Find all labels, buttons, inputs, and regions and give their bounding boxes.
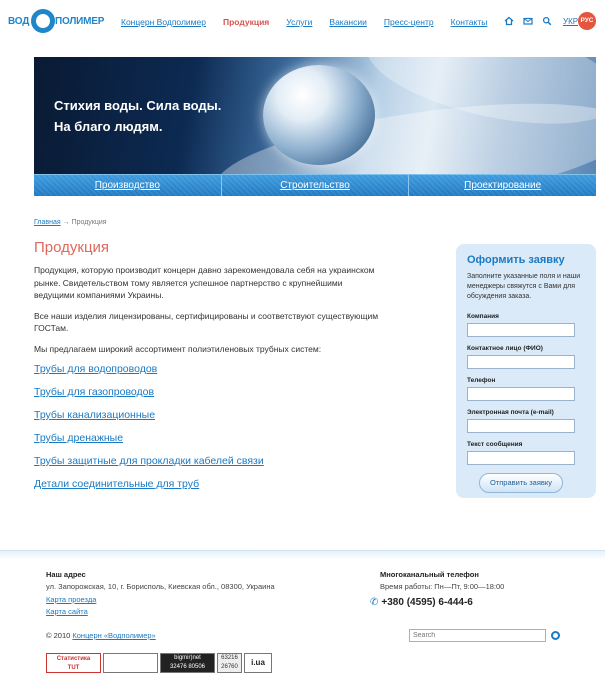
lang-ukr-link[interactable]: УКР: [563, 17, 579, 26]
home-icon[interactable]: [504, 16, 514, 26]
phone-title: Многоканальный телефон: [380, 570, 479, 579]
message-label: Текст сообщения: [467, 441, 523, 448]
nav-item-contacts[interactable]: Контакты: [450, 17, 488, 27]
mail-icon[interactable]: [523, 16, 533, 26]
counter-bigmir[interactable]: [160, 653, 215, 673]
logo-text-right: ПОЛИМЕР: [55, 16, 105, 27]
sitemap-link[interactable]: Карта сайта: [46, 607, 88, 616]
email-input[interactable]: [467, 419, 575, 433]
product-link-sewer[interactable]: Трубы канализационные: [34, 409, 156, 421]
search-icon[interactable]: [542, 16, 552, 26]
order-form-title: Оформить заявку: [467, 254, 565, 266]
intro-paragraph: Мы предлагаем широкий ассортимент полиэтиленовых трубных систем:: [34, 343, 322, 354]
counter-blank[interactable]: [103, 653, 158, 673]
counter-tut-line2: TUT: [67, 665, 80, 671]
counter-bigmir-a: 32476: [169, 664, 187, 670]
counter-bigmir-values: [161, 663, 214, 672]
copyright-link[interactable]: Концерн «Водполимер»: [72, 631, 156, 640]
product-link-fittings[interactable]: Детали соединительные для труб: [34, 478, 200, 490]
breadcrumb-current: Продукция: [71, 219, 107, 226]
contact-name-label: Контактное лицо (ФИО): [467, 345, 543, 352]
order-form-note: Заполните указанные поля и наши менеджеры свяжутся с Вами для обсуждения заказа.: [467, 273, 581, 300]
nav-item-services[interactable]: Услуги: [286, 17, 313, 27]
contact-name-input[interactable]: [467, 355, 575, 369]
phone-number-text: +380 (4595) 6-444-6: [381, 597, 473, 608]
intro-text: [34, 264, 384, 363]
breadcrumb: [34, 219, 107, 226]
nav-item-press[interactable]: Пресс-центр: [383, 17, 434, 27]
email-label: Электронная почта (e-mail): [467, 409, 554, 416]
counter-stats[interactable]: [217, 653, 242, 673]
header-tools: [504, 16, 561, 26]
order-form: [456, 244, 596, 498]
logo-ring-icon: [31, 9, 55, 33]
copyright-prefix: © 2010: [46, 631, 71, 640]
subnav-design[interactable]: Проектирование: [408, 175, 596, 196]
counter-bigmir-title: bigmir)net: [174, 655, 201, 661]
phone-icon: ✆: [370, 597, 379, 608]
footer-divider: [0, 550, 605, 560]
company-input[interactable]: [467, 323, 575, 337]
counter-stats-a: 63216: [221, 655, 238, 661]
directions-map-link[interactable]: Карта проезда: [46, 595, 97, 604]
submit-order-button[interactable]: Отправить заявку: [479, 473, 563, 493]
hero-banner: [34, 57, 596, 174]
breadcrumb-separator: →: [62, 219, 70, 226]
counters-row: [46, 653, 272, 673]
intro-paragraph: Продукция, которую производит концерн давно зарекомендовала себя на украинском рынке. Свидетельством тому является успешное партнерство с крупнейшими ведущими компаниями Украины.: [34, 265, 375, 300]
address-title: Наш адрес: [46, 570, 86, 579]
product-link-water[interactable]: Трубы для водопроводов: [34, 363, 158, 375]
subnav-production[interactable]: Производство: [34, 175, 221, 196]
product-list: [34, 363, 264, 501]
address-text: ул. Запорожская, 10, г. Борисполь, Киевская обл., 08300, Украина: [46, 582, 275, 591]
nav-item-vacancies[interactable]: Вакансии: [329, 17, 367, 27]
counter-stats-b: 26760: [221, 664, 238, 670]
phone-input[interactable]: [467, 387, 575, 401]
product-link-cable[interactable]: Трубы защитные для прокладки кабелей связи: [34, 455, 264, 467]
hero-slogan-line2: На благо людям.: [54, 119, 163, 134]
copyright: [46, 631, 156, 640]
intro-paragraph: Все наши изделия лицензированы, сертифицированы и соответствуют существующим ГОСТам.: [34, 310, 379, 333]
product-link-gas[interactable]: Трубы для газопроводов: [34, 386, 155, 398]
logo-text-left: ВОД: [8, 16, 30, 27]
water-drop-image: [263, 65, 375, 165]
nav-item-concern[interactable]: Концерн Водполимер: [121, 17, 206, 27]
hero-slogan: [54, 95, 221, 137]
phone-label: Телефон: [467, 377, 496, 384]
page-title: Продукция: [34, 239, 110, 256]
counter-bigmir-b: 80506: [188, 664, 206, 670]
subnav-construction[interactable]: Строительство: [221, 175, 409, 196]
hero-slogan-line1: Стихия воды. Сила воды.: [54, 98, 222, 113]
counter-tut-line1: Статистика: [56, 656, 91, 662]
company-label: Компания: [467, 313, 499, 320]
product-link-drainage[interactable]: Трубы дренажные: [34, 432, 124, 444]
lang-rus-badge[interactable]: РУС: [578, 12, 596, 30]
section-navigation: [34, 174, 596, 196]
breadcrumb-home[interactable]: Главная: [34, 219, 61, 226]
counter-iua[interactable]: i.ua: [244, 653, 272, 673]
nav-item-products[interactable]: Продукция: [222, 17, 270, 27]
phone-number: [370, 597, 473, 608]
search-submit-icon[interactable]: [551, 631, 560, 640]
message-input[interactable]: [467, 451, 575, 465]
top-navigation: [121, 17, 504, 27]
logo[interactable]: [8, 8, 105, 36]
counter-tut[interactable]: [46, 653, 101, 673]
footer-search-input[interactable]: [409, 629, 546, 642]
working-hours: Время работы: Пн—Пт, 9:00—18:00: [380, 582, 505, 591]
